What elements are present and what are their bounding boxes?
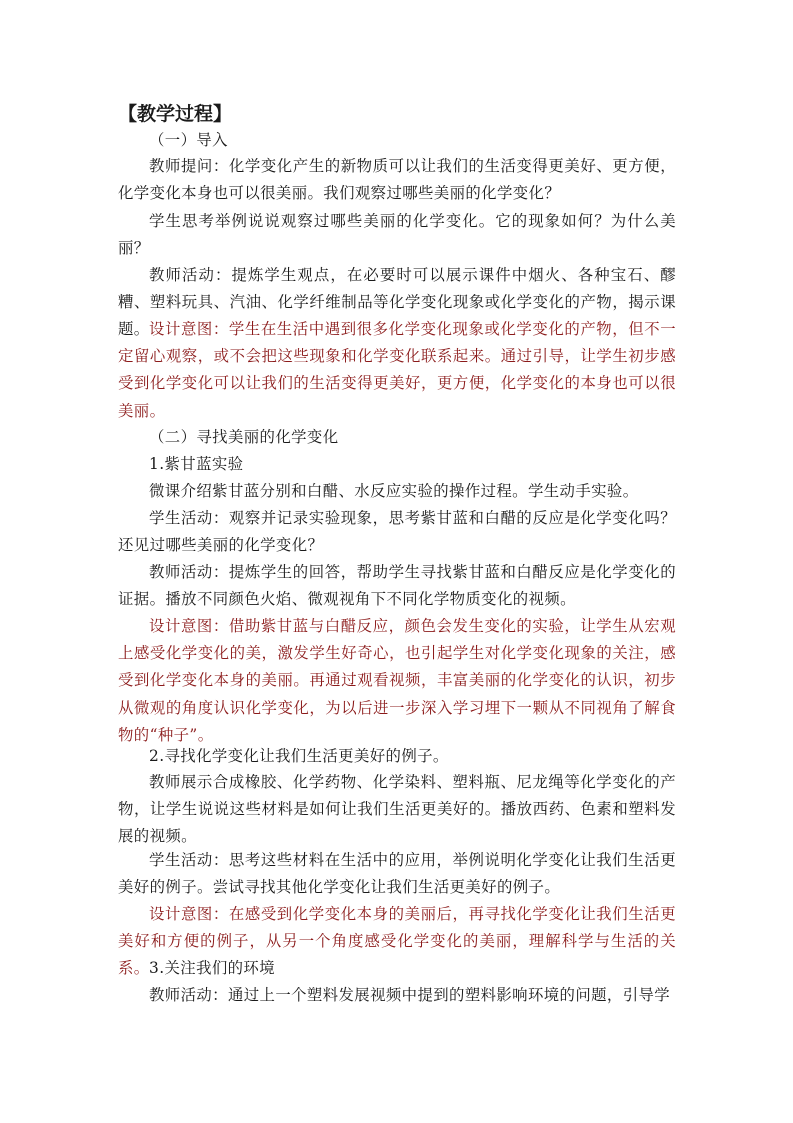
item-title-cabbage: 1.紫甘蓝实验: [149, 455, 244, 473]
item-title-environment: 3.关注我们的环境: [149, 959, 276, 977]
section-heading: 【教学过程】: [118, 103, 233, 125]
subsection-title-intro: （一）导入: [149, 131, 228, 149]
item-title-examples: 2.寻找化学变化让我们生活更美好的例子。: [149, 747, 449, 765]
paragraph-teacher-show: 教师展示合成橡胶、化学药物、化学染料、塑料瓶、尼龙绳等化学变化的产物，让学生说说这些材料是如何让我们生活更美好的。播放西药、色素和塑料发展的视频。: [118, 773, 676, 846]
subsection-title-find: （二）寻找美丽的化学变化: [149, 428, 339, 446]
paragraph-student-think: 学生思考举例说说观察过哪些美丽的化学变化。它的现象如何？为什么美丽？: [118, 212, 676, 258]
paragraph-microlesson: 微课介绍紫甘蓝分别和白醋、水反应实验的操作过程。学生动手实验。: [149, 482, 639, 500]
paragraph-teacher-activity-3: 教师活动：通过上一个塑料发展视频中提到的塑料影响环境的问题，引导学: [149, 986, 671, 1004]
paragraph-teacher-activity-2: 教师活动：提炼学生的回答，帮助学生寻找紫甘蓝和白醋反应是化学变化的证据。播放不同颜色火焰、微观视角下不同化学物质变化的视频。: [118, 563, 676, 609]
paragraph-design-intent-1: 设计意图：学生在生活中遇到很多化学变化现象或化学变化的产物，但不一定留心观察，或不会把这些现象和化学变化联系起来。通过引导，让学生初步感受到化学变化可以让我们的生活变得更美好，更方便，化学变化的本身也可以很美丽。: [118, 320, 676, 420]
paragraph-teacher-activity: 教师活动：提炼学生观点，在必要时可以展示课件中烟火、各种宝石、醪糟、塑料玩具、汽油、化学纤维制品等化学变化现象或化学变化的产物，揭示课题。: [118, 266, 676, 339]
paragraph-student-activity-1: 学生活动：观察并记录实验现象，思考紫甘蓝和白醋的反应是化学变化吗？还见过哪些美丽的化学变化？: [118, 509, 676, 555]
paragraph-teacher-question: 教师提问：化学变化产生的新物质可以让我们的生活变得更美好、更方便，化学变化本身也可以很美丽。我们观察过哪些美丽的化学变化？: [118, 157, 676, 203]
paragraph-design-intent-2: 设计意图：借助紫甘蓝与白醋反应，颜色会发生变化的实验，让学生从宏观上感受化学变化的美，激发学生好奇心，也引起学生对化学变化现象的关注，感受到化学变化本身的美丽。再通过观看视频，丰富美丽的化学变化的认识，初步从微观的角度认识化学变化，为以后进一步深入学习埋下一颗从不同视角了解食物的“种子”。: [118, 617, 676, 744]
paragraph-student-activity-2: 学生活动：思考这些材料在生活中的应用，举例说明化学变化让我们生活更美好的例子。尝试寻找其他化学变化让我们生活更美好的例子。: [118, 851, 676, 897]
paragraph-design-intent-3: 设计意图：在感受到化学变化本身的美丽后，再寻找化学变化让我们生活更美好和方便的例子，从另一个角度感受化学变化的美丽，理解科学与生活的关系。: [118, 905, 676, 978]
